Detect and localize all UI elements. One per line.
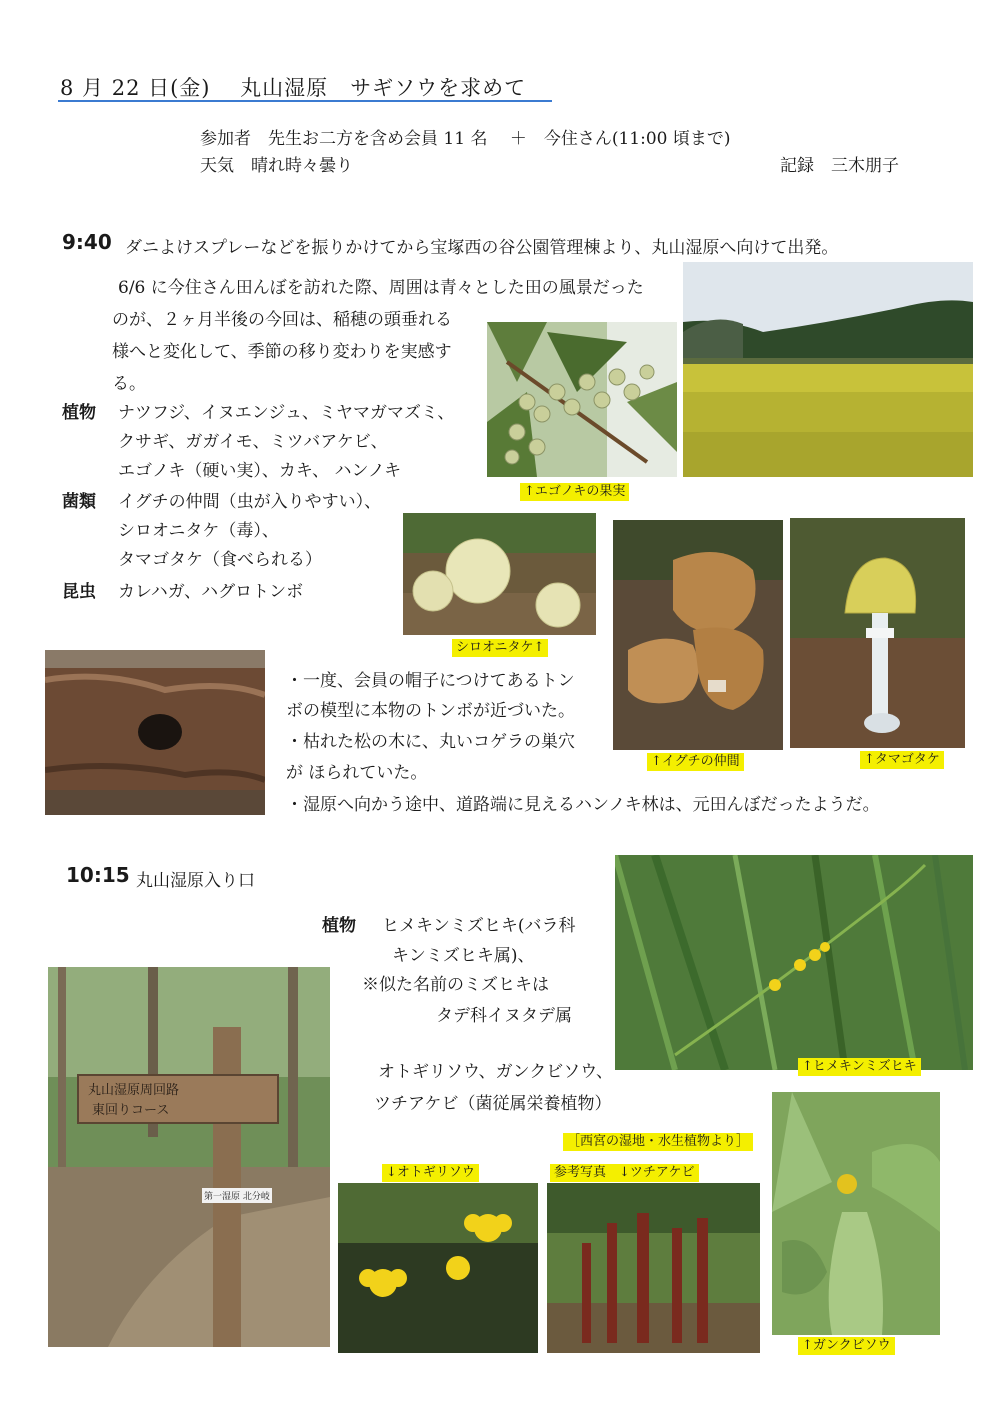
intro-text: ダニよけスプレーなどを振りかけてから宝塚西の谷公園管理棟より、丸山湿原へ向けて出発。	[125, 238, 839, 258]
weather-line: 天気 晴れ時々曇り	[200, 156, 353, 176]
s2-plants-line-3: ※似た名前のミズヒキは	[362, 975, 549, 995]
time-1015: 10:15	[66, 863, 130, 887]
para-line-3: 様へと変化して、季節の移り変わりを実感す	[112, 342, 452, 362]
caption-sankou: 参考写真 ↓ツチアケビ	[550, 1164, 699, 1182]
tamagotake-photo	[790, 518, 965, 748]
signpost-photo	[48, 967, 330, 1347]
sign-line-1: 丸山湿原周回路	[88, 1083, 180, 1098]
para-line-1: 6/6 に今住さん田んぼを訪れた際、周囲は青々とした田の風景だった	[118, 278, 644, 298]
egonoki-fruit-photo	[487, 322, 677, 477]
otogiriso-photo	[338, 1183, 538, 1353]
caption-nishinomiya: ［西宮の湿地・水生植物より］	[563, 1133, 753, 1151]
sign-line-2: 東回りコース	[92, 1103, 170, 1118]
note-line-2: ボの模型に本物のトンボが近づいた。	[286, 701, 575, 721]
caption-iguchi: ↑イグチの仲間	[647, 753, 744, 771]
s2-plants-line-1: ヒメキンミズヒキ(バラ科	[382, 916, 576, 936]
note-line-4: が ほられていた。	[286, 763, 428, 783]
s2-plants-line-2: キンミズヒキ属)、	[392, 946, 535, 966]
caption-shirooni: シロオニタケ↑	[452, 639, 548, 657]
s2-plants2-line-2: ツチアケビ（菌従属栄養植物）	[374, 1094, 612, 1114]
plants-line-3: エゴノキ（硬い実）、カキ、 ハンノキ	[118, 461, 402, 481]
para-line-2: のが、２ヶ月半後の今回は、稲穂の頭垂れる	[112, 310, 452, 330]
caption-otogiri: ↓オトギリソウ	[382, 1164, 479, 1182]
note-line-1: ・一度、会員の帽子につけてあるトン	[286, 671, 575, 691]
page-title: 8 月 22 日(金) 丸山湿原 サギソウを求めて	[60, 76, 527, 100]
caption-himekin: ↑ヒメキンミズヒキ	[798, 1058, 921, 1076]
fungi-line-3: タマゴタケ（食べられる）	[118, 550, 322, 570]
insects-line: カレハガ、ハグロトンボ	[118, 582, 304, 602]
plants-line-1: ナツフジ、イヌエンジュ、ミヤマガマズミ、	[118, 403, 455, 423]
pine-log-photo	[45, 650, 265, 815]
sign-small-plate: 第一湿原 北分岐	[202, 1188, 272, 1203]
s2-plants2-line-1: オトギリソウ、ガンクビソウ、	[378, 1062, 613, 1082]
para-line-4: る。	[112, 374, 146, 394]
time-940: 9:40	[62, 230, 112, 254]
recorder-line: 記録 三木朋子	[780, 156, 899, 176]
note-line-3: ・枯れた松の木に、丸いコゲラの巣穴	[286, 732, 575, 752]
iguchi-photo	[613, 520, 783, 750]
shirooni-photo	[403, 513, 596, 635]
plants-label: 植物	[62, 403, 96, 423]
fungi-line-2: シロオニタケ（毒）、	[118, 521, 279, 541]
section2-heading: 丸山湿原入り口	[136, 871, 255, 891]
s2-plants-line-4: タデ科イヌタデ属	[436, 1006, 572, 1026]
section2-plants-label: 植物	[322, 916, 356, 936]
caption-gankubi: ↑ガンクビソウ	[798, 1337, 895, 1355]
title-underline	[58, 100, 552, 102]
caption-egonoki: ↑エゴノキの果実	[520, 483, 629, 501]
tsuchiakebi-photo	[547, 1183, 760, 1353]
fungi-line-1: イグチの仲間（虫が入りやすい）、	[118, 492, 382, 512]
note-line-5: ・湿原へ向かう途中、道路端に見えるハンノキ林は、元田んぼだったようだ。	[286, 795, 880, 815]
himekinmizuhiki-photo	[615, 855, 973, 1070]
plants-line-2: クサギ、ガガイモ、ミツバアケビ、	[118, 432, 388, 452]
participants-line: 参加者 先生お二方を含め会員 11 名 ＋ 今住さん(11:00 頃まで)	[200, 129, 731, 149]
gankubiso-photo	[772, 1092, 940, 1335]
rice-field-photo	[683, 262, 973, 477]
insects-label: 昆虫	[62, 582, 96, 602]
caption-tamago: ↑タマゴタケ	[860, 751, 944, 769]
fungi-label: 菌類	[62, 492, 96, 512]
